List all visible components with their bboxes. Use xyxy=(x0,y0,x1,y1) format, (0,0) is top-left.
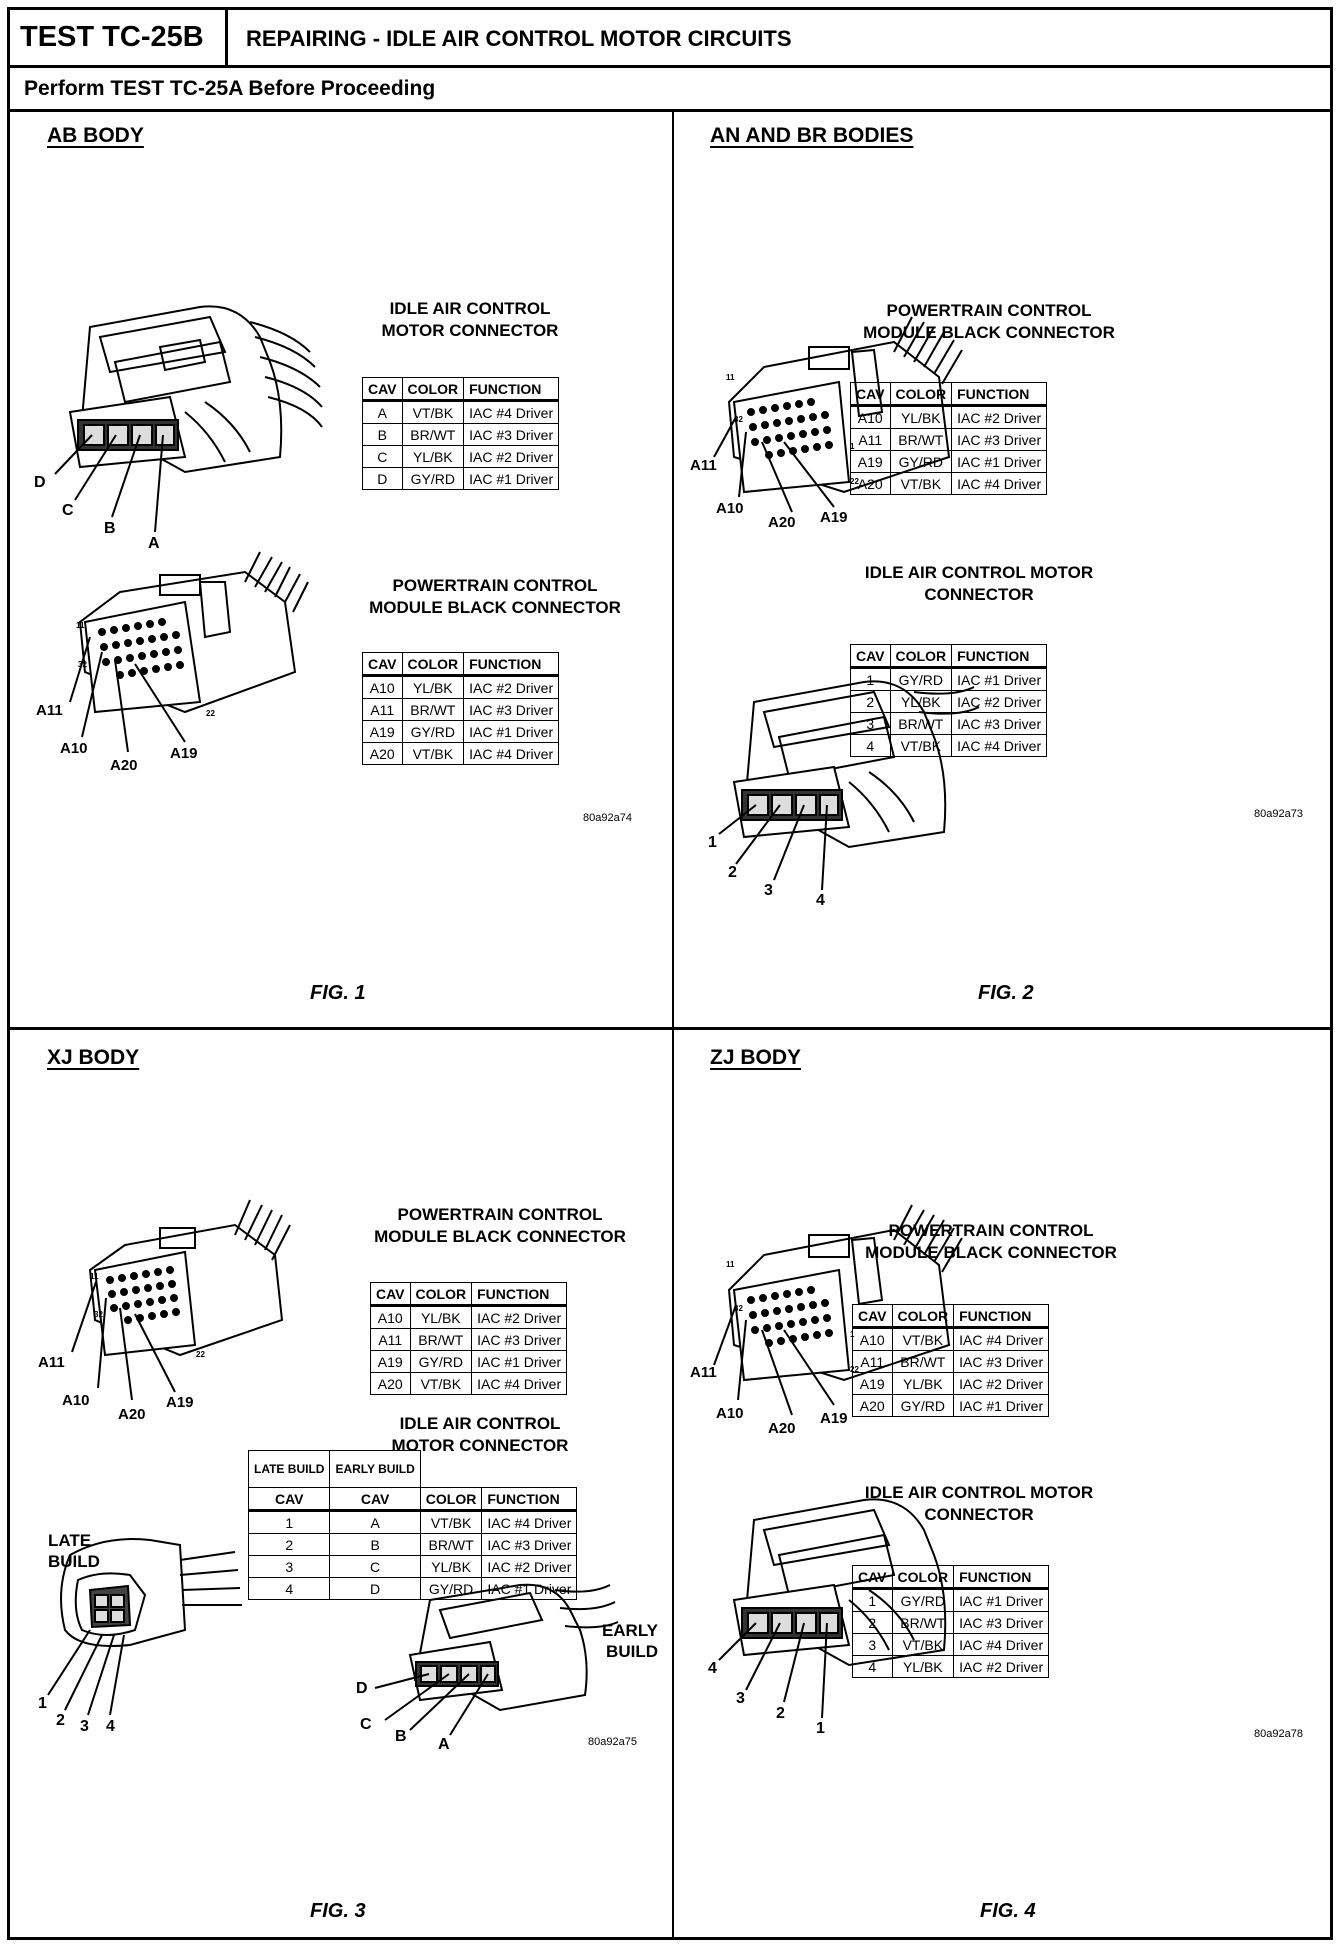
figure-4-panel xyxy=(674,1030,1330,1937)
table-cell: IAC #2 Driver xyxy=(472,1306,567,1329)
table-row xyxy=(853,1373,1049,1395)
col-color: COLOR xyxy=(890,645,952,668)
table-cell: IAC #1 Driver xyxy=(464,468,559,490)
table-cell: IAC #4 Driver xyxy=(952,473,1047,495)
fig2-pcm-pin-label: A11 xyxy=(690,457,717,474)
table-cell: IAC #2 Driver xyxy=(954,1656,1049,1678)
test-id: TEST TC-25B xyxy=(10,10,228,65)
figure-4-title: ZJ BODY xyxy=(710,1046,802,1069)
header-bar xyxy=(10,10,1330,68)
col-function: FUNCTION xyxy=(482,1488,577,1511)
table-cell: BR/WT xyxy=(420,1534,482,1556)
table-cell: A20 xyxy=(371,1373,411,1395)
table-cell: 2 xyxy=(249,1534,330,1556)
fig2-iac-pin-label: 2 xyxy=(728,864,737,881)
col-function: FUNCTION xyxy=(952,645,1047,668)
table-cell: A19 xyxy=(853,1373,893,1395)
fig3-iac-table xyxy=(248,1450,577,1600)
table-cell: A10 xyxy=(363,676,403,699)
fig4-pcm-pin-label: A19 xyxy=(820,1410,848,1427)
fig2-iac-pin-label: 1 xyxy=(708,834,717,851)
table-cell: IAC #3 Driver xyxy=(482,1534,577,1556)
table-row xyxy=(371,1373,567,1395)
fig4-iac-pin-label: 4 xyxy=(708,1660,717,1677)
fig3-late-pin-label: 4 xyxy=(106,1718,115,1735)
table-cell: YL/BK xyxy=(402,676,464,699)
fig1-pcm-cavity-number: 11 xyxy=(76,621,85,630)
table-cell: BR/WT xyxy=(402,699,464,721)
fig4-iac-pin-label: 1 xyxy=(816,1720,825,1737)
table-cell: A10 xyxy=(853,1328,893,1351)
table-cell: BR/WT xyxy=(890,429,952,451)
col-cav: CAV xyxy=(853,1305,893,1328)
fig1-iac-connector-drawing xyxy=(55,306,322,532)
table-cell: IAC #4 Driver xyxy=(464,743,559,765)
fig3-late-pin-label: 2 xyxy=(56,1712,65,1729)
table-cell: IAC #3 Driver xyxy=(954,1612,1049,1634)
fig1-iac-pin-label: B xyxy=(104,520,116,537)
fig3-early-pin-label: D xyxy=(356,1680,368,1697)
fig4-pcm-pin-label: A11 xyxy=(690,1364,717,1381)
page-subtitle: Perform TEST TC-25A Before Proceeding xyxy=(10,68,1330,112)
table-cell: IAC #3 Driver xyxy=(472,1329,567,1351)
table-cell: IAC #4 Driver xyxy=(952,735,1047,757)
fig2-iac-pin-label: 3 xyxy=(764,882,773,899)
table-cell: GY/RD xyxy=(402,468,464,490)
figure-2-code: 80a92a73 xyxy=(1254,808,1303,820)
table-cell: 1 xyxy=(249,1511,330,1534)
fig4-pcm-table xyxy=(852,1304,1049,1417)
col-cav: CAV xyxy=(330,1488,420,1511)
table-cell: BR/WT xyxy=(892,1351,954,1373)
table-row xyxy=(853,1589,1049,1612)
figure-2-panel xyxy=(674,112,1330,1030)
figure-1-label: FIG. 1 xyxy=(310,982,366,1004)
fig4-iac-pin-label: 2 xyxy=(776,1705,785,1722)
table-cell: A20 xyxy=(851,473,891,495)
table-row xyxy=(853,1634,1049,1656)
fig1-iac-table xyxy=(362,377,559,490)
table-cell: IAC #4 Driver xyxy=(954,1328,1049,1351)
table-cell: A11 xyxy=(851,429,891,451)
table-row xyxy=(371,1306,567,1329)
col-cav: CAV xyxy=(363,653,403,676)
table-cell: A11 xyxy=(371,1329,411,1351)
table-row xyxy=(363,401,559,424)
table-row xyxy=(363,468,559,490)
col-color: COLOR xyxy=(892,1305,954,1328)
table-cell: 2 xyxy=(851,691,891,713)
table-row xyxy=(363,721,559,743)
fig4-pcm-pin-label: A20 xyxy=(768,1420,796,1437)
fig2-pcm-connector-title: POWERTRAIN CONTROL MODULE BLACK CONNECTOR xyxy=(863,301,1115,342)
table-row xyxy=(851,429,1047,451)
fig2-pcm-cavity-number: 22 xyxy=(850,477,859,486)
fig3-pcm-pin-label: A19 xyxy=(166,1394,194,1411)
table-cell: D xyxy=(363,468,403,490)
table-row xyxy=(249,1511,577,1534)
table-row xyxy=(851,691,1047,713)
fig1-pcm-cavity-number: 22 xyxy=(206,709,215,718)
table-cell: VT/BK xyxy=(890,735,952,757)
table-cell: IAC #4 Driver xyxy=(464,401,559,424)
table-cell: IAC #1 Driver xyxy=(952,451,1047,473)
table-cell: YL/BK xyxy=(402,446,464,468)
fig2-iac-pin-label: 4 xyxy=(816,892,825,909)
col-cav: CAV xyxy=(249,1488,330,1511)
fig3-pcm-connector-title: POWERTRAIN CONTROL MODULE BLACK CONNECTOR xyxy=(374,1205,626,1246)
table-cell: BR/WT xyxy=(402,424,464,446)
table-cell: IAC #2 Driver xyxy=(952,406,1047,429)
table-cell: IAC #3 Driver xyxy=(952,429,1047,451)
table-cell: 4 xyxy=(851,735,891,757)
table-cell: GY/RD xyxy=(890,668,952,691)
table-cell: A19 xyxy=(851,451,891,473)
col-function: FUNCTION xyxy=(464,653,559,676)
figure-3-label: FIG. 3 xyxy=(310,1900,366,1922)
table-cell: IAC #1 Driver xyxy=(472,1351,567,1373)
table-cell: IAC #3 Driver xyxy=(464,424,559,446)
fig1-pcm-connector-title: POWERTRAIN CONTROL MODULE BLACK CONNECTOR xyxy=(369,576,621,617)
table-cell: VT/BK xyxy=(402,401,464,424)
table-row xyxy=(363,424,559,446)
figure-4-label: FIG. 4 xyxy=(980,1900,1036,1922)
table-cell: IAC #2 Driver xyxy=(464,676,559,699)
table-cell: 1 xyxy=(851,668,891,691)
figure-1-title: AB BODY xyxy=(47,124,144,147)
fig2-pcm-cavity-number: 32 xyxy=(734,415,743,424)
table-cell: 3 xyxy=(851,713,891,735)
table-cell: IAC #1 Driver xyxy=(954,1395,1049,1417)
table-cell: VT/BK xyxy=(420,1511,482,1534)
fig4-iac-table xyxy=(852,1565,1049,1678)
table-cell: A xyxy=(363,401,403,424)
table-cell: IAC #1 Driver xyxy=(482,1578,577,1600)
figure-3-panel xyxy=(10,1030,674,1937)
table-cell: VT/BK xyxy=(410,1373,472,1395)
table-cell: IAC #4 Driver xyxy=(472,1373,567,1395)
table-cell: 4 xyxy=(249,1578,330,1600)
col-cav: CAV xyxy=(851,383,891,406)
col-function: FUNCTION xyxy=(472,1283,567,1306)
fig4-pcm-cavity-number: 32 xyxy=(734,1304,743,1313)
fig2-iac-connector-title: IDLE AIR CONTROL MOTOR CONNECTOR xyxy=(864,563,1094,604)
table-cell: A10 xyxy=(371,1306,411,1329)
fig4-pcm-connector-title: POWERTRAIN CONTROL MODULE BLACK CONNECTOR xyxy=(865,1221,1117,1262)
fig1-iac-pin-label: C xyxy=(62,502,74,519)
fig4-iac-pin-label: 3 xyxy=(736,1690,745,1707)
table-row xyxy=(363,743,559,765)
fig3-pcm-table xyxy=(370,1282,567,1395)
table-cell: B xyxy=(330,1534,420,1556)
table-cell: VT/BK xyxy=(892,1328,954,1351)
table-row xyxy=(851,668,1047,691)
fig3-late-pin-label: 1 xyxy=(38,1695,47,1712)
col-color: COLOR xyxy=(420,1488,482,1511)
fig3-early-pin-label: B xyxy=(395,1728,407,1745)
col-late-build: LATE BUILD xyxy=(249,1451,330,1488)
fig1-pcm-table xyxy=(362,652,559,765)
fig2-iac-table xyxy=(850,644,1047,757)
col-function: FUNCTION xyxy=(954,1566,1049,1589)
fig3-pcm-cavity-number: 22 xyxy=(196,1350,205,1359)
table-cell: IAC #2 Driver xyxy=(952,691,1047,713)
figure-2-label: FIG. 2 xyxy=(978,982,1034,1004)
table-cell: 4 xyxy=(853,1656,893,1678)
table-cell: A10 xyxy=(851,406,891,429)
table-row xyxy=(853,1395,1049,1417)
fig1-pcm-pin-label: A20 xyxy=(110,757,138,774)
fig3-late-build-label: LATE BUILD xyxy=(48,1531,100,1571)
fig1-iac-pin-label: D xyxy=(34,474,46,491)
table-row xyxy=(853,1656,1049,1678)
page-frame xyxy=(7,7,1333,1940)
col-cav: CAV xyxy=(371,1283,411,1306)
table-cell: VT/BK xyxy=(892,1634,954,1656)
fig2-pcm-pin-label: A19 xyxy=(820,509,848,526)
table-row xyxy=(851,473,1047,495)
table-cell: GY/RD xyxy=(890,451,952,473)
table-row xyxy=(853,1612,1049,1634)
table-cell: GY/RD xyxy=(402,721,464,743)
fig1-pcm-cavity-number: 32 xyxy=(78,660,87,669)
table-cell: YL/BK xyxy=(410,1306,472,1329)
table-cell: IAC #1 Driver xyxy=(952,668,1047,691)
table-cell: A19 xyxy=(371,1351,411,1373)
table-cell: C xyxy=(363,446,403,468)
table-cell: GY/RD xyxy=(892,1589,954,1612)
table-cell: YL/BK xyxy=(890,406,952,429)
fig4-pcm-cavity-number: 22 xyxy=(850,1365,859,1374)
col-color: COLOR xyxy=(410,1283,472,1306)
table-cell: IAC #1 Driver xyxy=(954,1589,1049,1612)
table-row xyxy=(249,1556,577,1578)
fig1-drawings xyxy=(10,112,674,1030)
col-color: COLOR xyxy=(402,653,464,676)
table-cell: GY/RD xyxy=(892,1395,954,1417)
figure-1-panel xyxy=(10,112,674,1030)
table-cell: 2 xyxy=(853,1612,893,1634)
table-cell: VT/BK xyxy=(890,473,952,495)
col-color: COLOR xyxy=(892,1566,954,1589)
fig2-pcm-cavity-number: 11 xyxy=(726,373,735,382)
table-cell: A19 xyxy=(363,721,403,743)
col-cav: CAV xyxy=(853,1566,893,1589)
col-early-build: EARLY BUILD xyxy=(330,1451,420,1488)
table-row xyxy=(249,1534,577,1556)
table-row xyxy=(851,713,1047,735)
table-cell: IAC #4 Driver xyxy=(482,1511,577,1534)
fig3-early-pin-label: A xyxy=(438,1736,450,1753)
table-row xyxy=(371,1329,567,1351)
table-cell: A11 xyxy=(363,699,403,721)
table-row xyxy=(363,446,559,468)
fig1-iac-pin-label: A xyxy=(148,535,160,552)
fig3-pcm-pin-label: A20 xyxy=(118,1406,146,1423)
table-cell: 1 xyxy=(853,1589,893,1612)
table-cell: A11 xyxy=(853,1351,893,1373)
col-color: COLOR xyxy=(890,383,952,406)
table-cell: 3 xyxy=(853,1634,893,1656)
col-function: FUNCTION xyxy=(464,378,559,401)
table-cell: C xyxy=(330,1556,420,1578)
fig3-pcm-pin-label: A10 xyxy=(62,1392,90,1409)
fig3-iac-connector-title: IDLE AIR CONTROL MOTOR CONNECTOR xyxy=(391,1414,569,1455)
table-cell: YL/BK xyxy=(420,1556,482,1578)
figure-3-title: XJ BODY xyxy=(47,1046,140,1069)
col-cav: CAV xyxy=(363,378,403,401)
fig3-early-build-label: EARLY BUILD xyxy=(601,1621,658,1661)
table-cell: IAC #2 Driver xyxy=(464,446,559,468)
col-cav: CAV xyxy=(851,645,891,668)
table-cell: BR/WT xyxy=(892,1612,954,1634)
table-cell: IAC #3 Driver xyxy=(952,713,1047,735)
table-row xyxy=(851,406,1047,429)
table-row xyxy=(853,1351,1049,1373)
figure-2-title: AN AND BR BODIES xyxy=(710,124,914,147)
fig4-pcm-cavity-number: 11 xyxy=(726,1260,735,1269)
fig4-pcm-cavity-number: 1 xyxy=(850,1330,855,1339)
table-cell: YL/BK xyxy=(892,1656,954,1678)
table-cell: IAC #2 Driver xyxy=(954,1373,1049,1395)
table-cell: GY/RD xyxy=(410,1351,472,1373)
table-cell: IAC #1 Driver xyxy=(464,721,559,743)
table-cell: A xyxy=(330,1511,420,1534)
col-function: FUNCTION xyxy=(952,383,1047,406)
fig3-pcm-cavity-number: 32 xyxy=(94,1310,103,1319)
fig2-pcm-table xyxy=(850,382,1047,495)
fig1-pcm-connector-drawing xyxy=(70,552,308,752)
fig1-iac-connector-title: IDLE AIR CONTROL MOTOR CONNECTOR xyxy=(381,299,559,340)
fig3-early-build-connector-drawing xyxy=(375,1585,618,1735)
table-cell: IAC #4 Driver xyxy=(954,1634,1049,1656)
fig2-pcm-cavity-number: 1 xyxy=(850,442,855,451)
table-cell: GY/RD xyxy=(420,1578,482,1600)
fig3-pcm-cavity-number: 11 xyxy=(90,1272,99,1281)
table-row xyxy=(363,676,559,699)
table-cell: YL/BK xyxy=(890,691,952,713)
table-cell: A20 xyxy=(363,743,403,765)
table-row xyxy=(853,1328,1049,1351)
figure-1-code: 80a92a74 xyxy=(583,812,632,824)
fig4-iac-connector-title: IDLE AIR CONTROL MOTOR CONNECTOR xyxy=(864,1483,1094,1524)
table-cell: IAC #2 Driver xyxy=(482,1556,577,1578)
table-row xyxy=(249,1578,577,1600)
table-row xyxy=(371,1351,567,1373)
table-cell: IAC #3 Driver xyxy=(954,1351,1049,1373)
col-function: FUNCTION xyxy=(954,1305,1049,1328)
table-row xyxy=(851,735,1047,757)
table-row xyxy=(363,699,559,721)
fig3-early-pin-label: C xyxy=(360,1716,372,1733)
table-cell: 3 xyxy=(249,1556,330,1578)
table-cell: YL/BK xyxy=(892,1373,954,1395)
table-cell: BR/WT xyxy=(410,1329,472,1351)
table-cell: A20 xyxy=(853,1395,893,1417)
fig1-pcm-pin-label: A11 xyxy=(36,702,63,719)
fig3-late-pin-label: 3 xyxy=(80,1718,89,1735)
figure-4-code: 80a92a78 xyxy=(1254,1728,1303,1740)
table-cell: IAC #3 Driver xyxy=(464,699,559,721)
figure-3-code: 80a92a75 xyxy=(588,1736,637,1748)
table-cell: VT/BK xyxy=(402,743,464,765)
page-title: REPAIRING - IDLE AIR CONTROL MOTOR CIRCUITS xyxy=(246,26,792,51)
table-cell: D xyxy=(330,1578,420,1600)
fig1-pcm-pin-label: A19 xyxy=(170,745,198,762)
fig3-pcm-connector-drawing xyxy=(72,1200,290,1400)
col-color: COLOR xyxy=(402,378,464,401)
fig2-pcm-pin-label: A20 xyxy=(768,514,796,531)
fig1-pcm-pin-label: A10 xyxy=(60,740,88,757)
fig4-pcm-pin-label: A10 xyxy=(716,1405,744,1422)
table-cell: BR/WT xyxy=(890,713,952,735)
table-row xyxy=(851,451,1047,473)
fig3-pcm-pin-label: A11 xyxy=(38,1354,65,1371)
fig2-pcm-pin-label: A10 xyxy=(716,500,744,517)
table-cell: B xyxy=(363,424,403,446)
